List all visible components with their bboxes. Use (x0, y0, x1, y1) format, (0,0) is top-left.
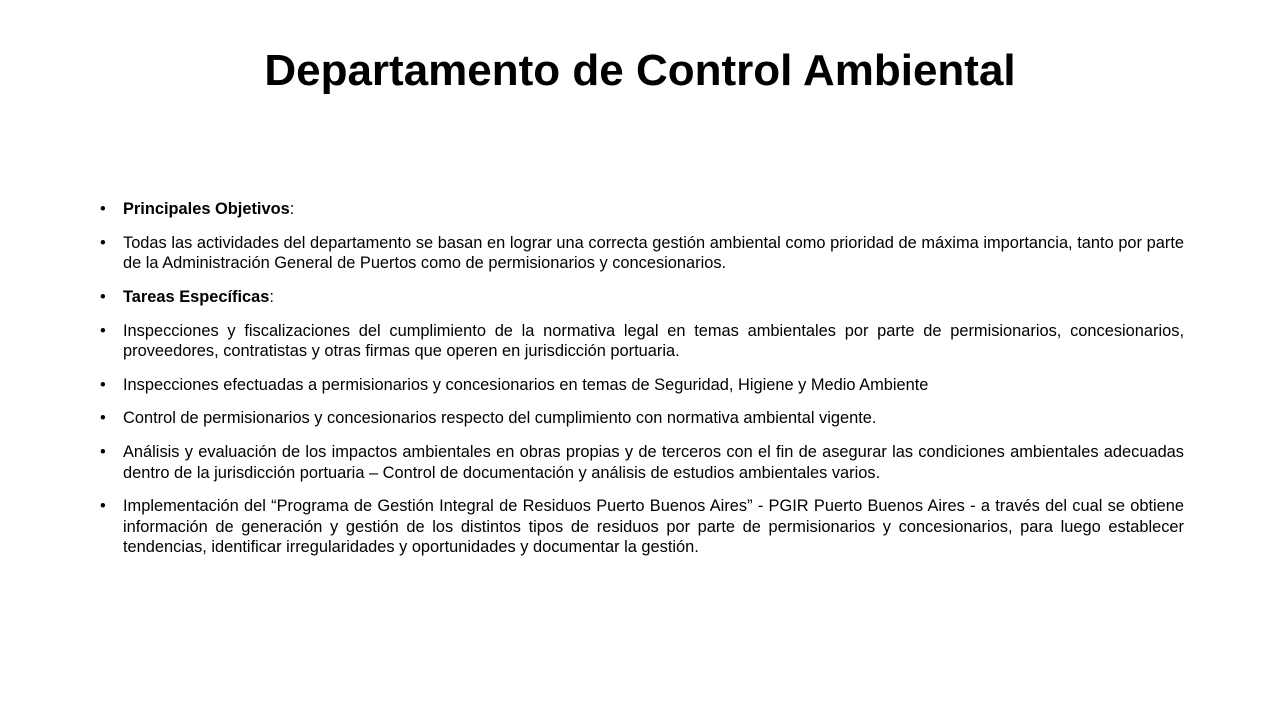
bullet-item-task (100, 321, 1184, 362)
bullet-marker: • (100, 287, 106, 306)
bullet-heading: Principales Objetivos (123, 200, 290, 218)
bullet-marker: • (100, 443, 106, 462)
bullet-list (100, 199, 1184, 571)
bullet-item-objective (100, 233, 1184, 274)
bullet-item-tareas-especificas (100, 287, 1184, 308)
bullet-marker: • (100, 233, 106, 252)
bullet-marker: • (100, 409, 106, 428)
bullet-text: Inspecciones y fiscalizaciones del cumplimiento de la normativa legal en temas ambientales por parte de permisionarios, concesionarios, proveedores, contratistas y otras firmas que operen en jurisdicción portuaria. (123, 321, 1184, 361)
bullet-text: Control de permisionarios y concesionarios respecto del cumplimiento con normativa ambiental vigente. (123, 409, 877, 428)
bullet-text: : (269, 287, 274, 306)
bullet-item-task (100, 375, 1184, 396)
bullet-marker: • (100, 375, 106, 394)
bullet-heading: Tareas Específicas (123, 287, 270, 306)
bullet-text: Todas las actividades del departamento se basan en lograr una correcta gestión ambiental como prioridad de máxima importancia, tanto por parte de la Administración General de Puertos como de permisionarios y concesionarios. (123, 233, 1184, 273)
bullet-text: : (289, 200, 295, 218)
bullet-text: Inspecciones efectuadas a permisionarios y concesionarios en temas de Seguridad, Higiene y Medio Ambiente (123, 375, 929, 394)
bullet-item-task (100, 408, 1184, 429)
bullet-marker: • (100, 497, 106, 516)
bullet-item-task (100, 442, 1184, 483)
bullet-text: Análisis y evaluación de los impactos ambientales en obras propias y de terceros con el fin de asegurar las condiciones ambientales adecuadas dentro de la jurisdicción portuaria – Control de documentación y análisis de estudios ambientales varios. (123, 443, 1184, 482)
bullet-item-principales-objetivos (100, 199, 1184, 220)
bullet-text: Implementación del “Programa de Gestión Integral de Residuos Puerto Buenos Aires” - PGIR Puerto Buenos Aires - a través del cual se obtiene información de generación y gestión de los distintos tipos de residuos por parte de permisionarios y concesionarios, para luego establecer tendencias, identificar irregularidades y oportunidades y documentar la gestión. (123, 497, 1184, 557)
bullet-item-task (100, 496, 1184, 558)
slide-title: Departamento de Control Ambiental (264, 46, 1016, 95)
bullet-marker: • (100, 200, 106, 218)
bullet-marker: • (100, 321, 106, 340)
